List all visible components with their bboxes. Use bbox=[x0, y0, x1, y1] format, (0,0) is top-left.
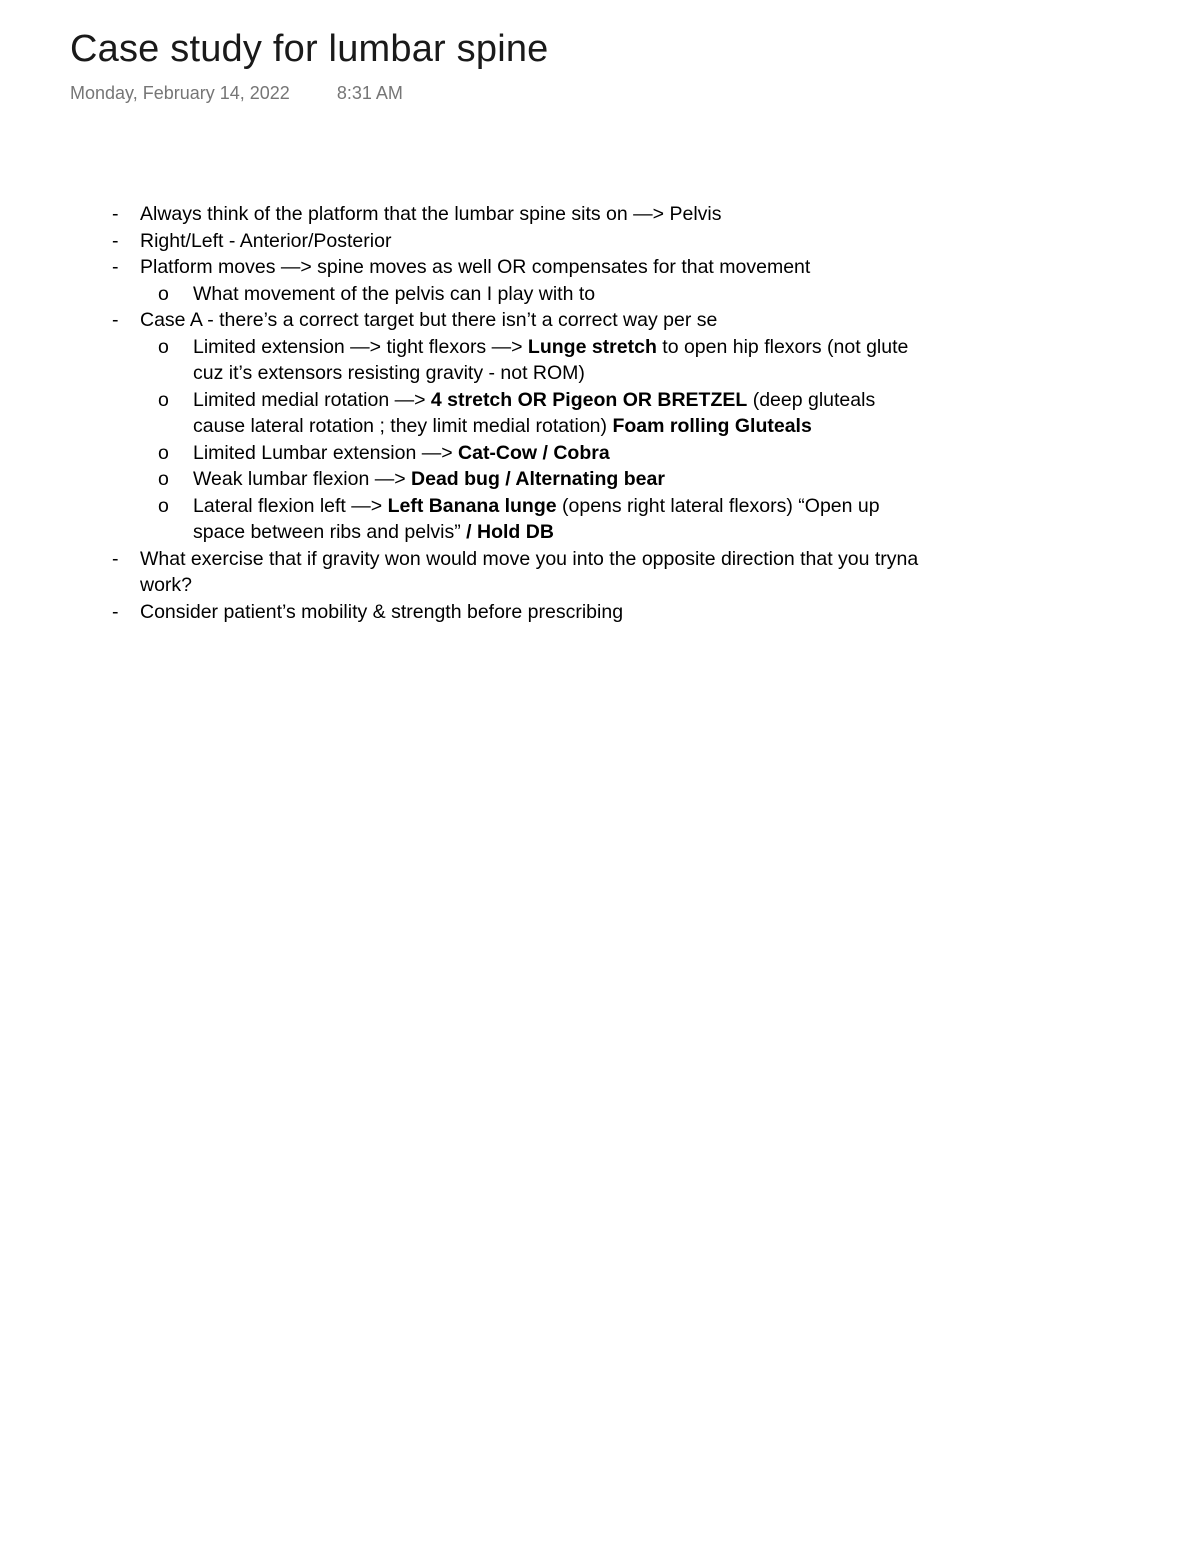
sub-list-item-text: Limited Lumbar extension —> bbox=[193, 441, 459, 464]
dash-bullet-icon: - bbox=[112, 309, 119, 331]
circle-bullet-icon: o bbox=[158, 494, 169, 517]
sub-list-item-text: Lateral flexion left —> bbox=[193, 494, 388, 517]
page-time: 8:31 AM bbox=[336, 83, 403, 103]
sub-list-item-text: Limited extension —> tight flexors —> bbox=[193, 335, 528, 358]
dash-bullet-icon: - bbox=[112, 600, 119, 623]
sub-list-item-text: (opens right lateral flexors) “Open up space between ribs and pelvis” bbox=[193, 494, 880, 543]
list-item bbox=[112, 599, 932, 626]
page-title: Case study for lumbar spine bbox=[70, 28, 549, 70]
page-meta bbox=[70, 83, 403, 104]
circle-bullet-icon: o bbox=[158, 282, 169, 305]
sub-list-item-text: Limited medial rotation —> bbox=[193, 388, 431, 411]
sub-list-item bbox=[112, 334, 932, 387]
sub-list-item-text: to open hip flexors (not glute cuz it’s extensors resisting gravity - not ROM) bbox=[193, 335, 909, 384]
circle-bullet-icon: o bbox=[158, 335, 169, 358]
sub-list-item-text: What movement of the pelvis can I play with to bbox=[193, 282, 596, 305]
exercise-highlight: Dead bug / Alternating bear bbox=[411, 468, 665, 490]
list-item-text: Consider patient’s mobility & strength before prescribing bbox=[140, 600, 624, 623]
exercise-highlight: / Hold DB bbox=[466, 521, 554, 543]
sub-list-item bbox=[112, 466, 932, 493]
sub-list-item-text: Weak lumbar flexion —> bbox=[193, 468, 412, 490]
list-item bbox=[112, 228, 932, 255]
exercise-highlight: Left Banana lunge bbox=[387, 494, 557, 517]
sub-list-item bbox=[112, 281, 932, 308]
list-item bbox=[112, 307, 932, 334]
dash-bullet-icon: - bbox=[112, 547, 119, 570]
list-item-text: Platform moves —> spine moves as well OR compensates for that movement bbox=[140, 256, 811, 278]
list-item bbox=[112, 546, 932, 599]
sub-list-item-text: (deep gluteals cause lateral rotation ; they limit medial rotation) bbox=[193, 388, 876, 437]
list-item-text: Right/Left - Anterior/Posterior bbox=[140, 229, 392, 252]
circle-bullet-icon: o bbox=[158, 441, 169, 464]
dash-bullet-icon: - bbox=[112, 229, 119, 252]
list-item-text: What exercise that if gravity won would move you into the opposite direction that you tryna work? bbox=[140, 547, 919, 596]
dash-bullet-icon: - bbox=[112, 256, 119, 278]
circle-bullet-icon: o bbox=[158, 388, 169, 411]
exercise-highlight: 4 stretch OR Pigeon OR BRETZEL bbox=[430, 388, 748, 411]
exercise-highlight: Cat-Cow / Cobra bbox=[458, 441, 610, 464]
page-date: Monday, February 14, 2022 bbox=[70, 83, 290, 103]
sub-list-item bbox=[112, 440, 932, 467]
sub-list-item bbox=[112, 493, 932, 546]
dash-bullet-icon: - bbox=[112, 203, 119, 225]
circle-bullet-icon: o bbox=[158, 468, 169, 490]
list-item bbox=[112, 201, 932, 228]
list-item bbox=[112, 254, 932, 281]
list-item-text: Always think of the platform that the lumbar spine sits on —> Pelvis bbox=[140, 203, 722, 225]
exercise-highlight: Lunge stretch bbox=[527, 335, 657, 358]
note-body[interactable] bbox=[112, 201, 932, 625]
exercise-highlight: Foam rolling Gluteals bbox=[612, 415, 812, 437]
sub-list-item bbox=[112, 387, 932, 440]
list-item-text: Case A - there’s a correct target but there isn’t a correct way per se bbox=[140, 309, 718, 331]
